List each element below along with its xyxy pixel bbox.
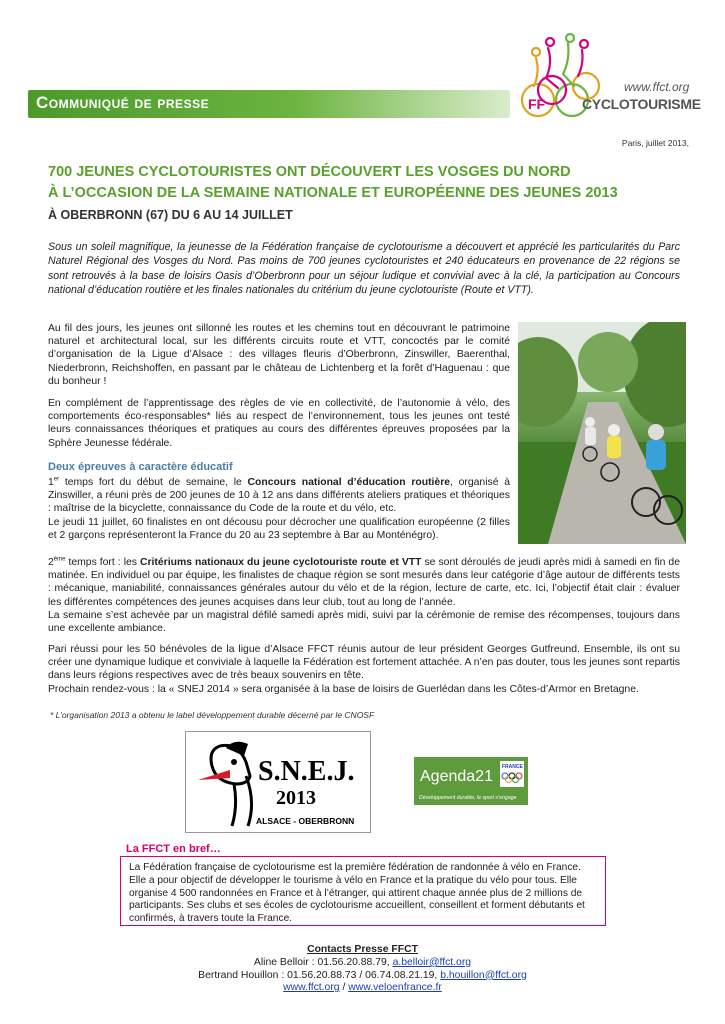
veloenfrance-site-link[interactable]: www.veloenfrance.fr [348, 982, 442, 994]
paragraph-4 [48, 556, 680, 635]
ffct-logo-ff: FF [528, 96, 546, 112]
p4-second: La semaine s’est achevée par un magistral défilé samedi après midi, suivi par la cérémonie de remise des récompenses, toujours dans une excellente ambiance. [48, 609, 680, 635]
p3-number: 1 [48, 477, 54, 488]
snej-place: ALSACE - OBERBRONN [256, 816, 355, 826]
agenda21-graphic [414, 757, 528, 805]
agenda-tagline: Développement durable, le sport s’engage [419, 795, 517, 801]
cyclists-photo [518, 322, 686, 544]
p4-pre: temps fort : les [65, 557, 140, 568]
section-subtitle: Deux épreuves à caractère éducatif [48, 461, 233, 473]
contact-line-1 [0, 957, 725, 970]
ffct-site-link[interactable]: www.ffct.org [283, 982, 340, 994]
p3-post: , organisé à Zinswiller, a réuni près de 200 jeunes de 10 à 12 ans dans différents ateliers pratiques et théoriques : maîtrise de la bicyclette, connaissance du Code de la route et du vélo, etc. [48, 477, 510, 515]
footnote: * L’organisation 2013 a obtenu le label développement durable décerné par le CNOSF [50, 710, 375, 720]
ffct-logo-cyclotourisme: CYCLOTOURISME [582, 96, 701, 112]
paragraph-5 [48, 643, 680, 696]
intro-paragraph: Sous un soleil magnifique, la jeunesse de la Fédération française de cyclotourisme a découvert et apprécié les particularités du Parc Naturel Régional des Vosges du Nord. Pas moins de 700 jeunes cyclotouristes et 240 éducateurs en provenance de 22 régions se sont retrouvés à la base de loisirs Oasis d’Oberbronn pour un séjour ludique et convivial avec à la clé, la participation au Concours national d’éducation routière et les finales nationales du critérium du jeune cyclotouriste (Route et VTT). [48, 241, 680, 297]
paragraph-3 [48, 476, 510, 542]
headline-line-1: 700 JEUNES CYCLOTOURISTES ONT DÉCOUVERT LES VOSGES DU NORD [48, 164, 571, 180]
bref-box [120, 856, 606, 926]
p3-bold: Concours national d’éducation routière [247, 477, 451, 488]
headline [48, 162, 688, 204]
contact-2-text: Bertrand Houillon : 01.56.20.88.73 / 06.74.08.21.19, [198, 969, 441, 981]
page-title: Communiqué de presse [36, 93, 210, 112]
bref-text: La Fédération française de cyclotourisme est la première fédération de randonnée à vélo en France. Elle a pour objectif de développer le tourisme à vélo en France et la pratique du vélo pour tous. Elle organise 4 500 randonnées en France et à l’étranger, qui attirent chaque année plus de 2 millions de participants. Ses clubs et ses écoles de cyclotourisme accueillent, conseillent et forment débutants et confirmés, à travers toute la France. [129, 862, 585, 925]
agenda-france: FRANCE [502, 764, 523, 770]
headline-sub: À OBERBRONN (67) DU 6 AU 14 JUILLET [48, 208, 293, 222]
date-line: Paris, juillet 2013, [621, 138, 689, 148]
contact-1-text: Aline Belloir : 01.56.20.88.79, [253, 956, 393, 968]
p3-pre: temps fort du début de semaine, le [59, 477, 248, 488]
contacts-title: Contacts Presse FFCT [307, 944, 418, 955]
snej-logo [185, 731, 371, 833]
photo-illustration [518, 322, 686, 544]
site-separator: / [339, 982, 349, 994]
p5-main: Pari réussi pour les 50 bénévoles de la ligue d’Alsace FFCT réunis autour de leur président Georges Gutfreund. Ensemble, ils ont su créer une dynamique ludique et conviviale à laquelle la Fédération est fortement attachée. A n’en pas douter, tous les jeunes sont repartis dans leurs régions respectives avec de très beaux souvenirs en tête. [48, 644, 680, 682]
press-contacts [0, 944, 725, 995]
contact-line-2 [0, 970, 725, 983]
p5-second: Prochain rendez-vous : la « SNEJ 2014 » sera organisée à la base de loisirs de Guerlédan dans les Côtes-d’Armor en Bretagne. [48, 683, 639, 695]
p4-number: 2 [48, 557, 54, 568]
p3-second: Le jeudi 11 juillet, 60 finalistes en ont décousu pour décrocher une qualification européenne (2 filles et 2 garçons représenteront la France du 20 au 23 septembre à Bar au Monténégro). [48, 516, 510, 541]
p4-bold: Critériums nationaux du jeune cyclotouriste route et VTT [140, 557, 422, 568]
stork-icon [186, 732, 370, 832]
snej-year: 2013 [276, 787, 316, 809]
agenda21-logo [414, 757, 528, 805]
p4-sup: ème [53, 556, 66, 563]
snej-title: S.N.E.J. [258, 756, 355, 787]
agenda-title: Agenda21 [420, 768, 493, 785]
ffct-logo-url: www.ffct.org [624, 80, 690, 94]
bref-title: La FFCT en bref… [126, 843, 221, 855]
paragraph-1: Au fil des jours, les jeunes ont sillonné les routes et les chemins tout en découvrant le patrimoine naturel et architectural local, sur les différents circuits route et VTT, concoctés par le comité d’organisation de la Ligue d’Alsace : des villages fleuris d’Oberbronn, Zinswiller, Baerenthal, Niederbronn, Reichshoffen, en passant par le château de Lichtenberg et la forêt d’Haguenau : que du bonheur ! [48, 323, 510, 387]
paragraph-2: En complément de l’apprentissage des règles de vie en collectivité, de l’autonomie à vélo, des comportements éco-responsables* liés au respect de l’environnement, tous les jeunes ont testé leurs connaissances théoriques et pratiques au cours des différentes épreuves proposées par la Sphère Jeunesse fédérale. [48, 398, 510, 449]
website-links [0, 982, 725, 995]
headline-line-2: À L’OCCASION DE LA SEMAINE NATIONALE ET EUROPÉENNE DES JEUNES 2013 [48, 185, 618, 201]
contact-2-email-link[interactable]: b.houillon@ffct.org [440, 969, 527, 981]
contact-1-email-link[interactable]: a.belloir@ffct.org [392, 956, 472, 968]
p4-post: se sont déroulés de jeudi après midi à samedi en fin de matinée. En individuel ou par équipe, les finalistes de chaque région se sont mesurés dans leur catégorie d’âge autour de différents tests : mécanique, maniabilité, connaissances générales autour du vélo et de la région, lecture de carte, etc. Ici, l’objectif était clair : évaluer les différentes compétences des jeunes acquises dans leur club, tout au long de l’année. [48, 557, 680, 608]
p3-sup: er [53, 476, 60, 483]
